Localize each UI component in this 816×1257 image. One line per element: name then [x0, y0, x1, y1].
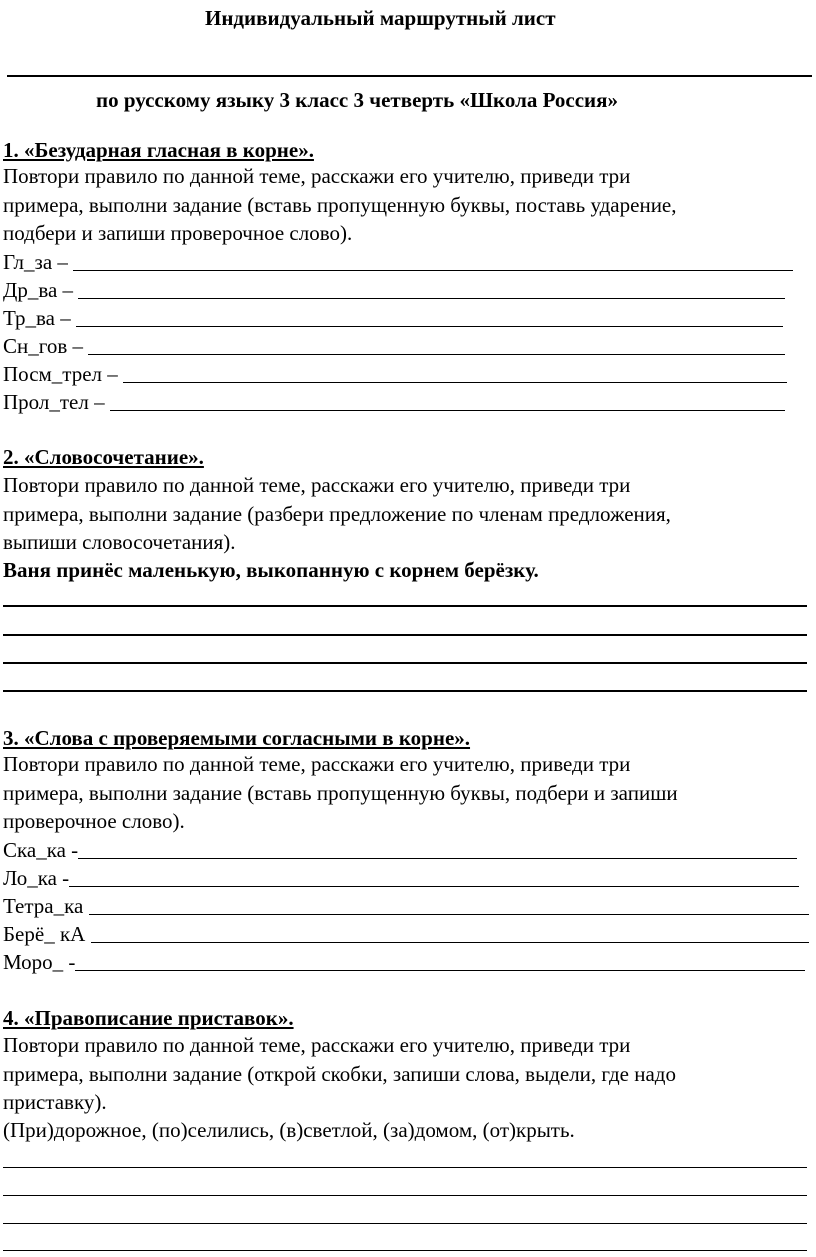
section3-instruction-line3: проверочное слово).: [3, 809, 185, 833]
title-divider: [7, 75, 812, 77]
exercise-row: [3, 894, 809, 918]
document-title: Индивидуальный маршрутный лист: [205, 6, 556, 30]
exercise-word: Ло_ка -: [3, 866, 70, 890]
section2-heading: 2. «Словосочетание».: [3, 445, 204, 469]
section1-heading: 1. «Безударная гласная в корне».: [3, 138, 314, 162]
section1-instruction-line1: Повтори правило по данной теме, расскажи его учителю, приведи три: [3, 164, 631, 188]
section3-instruction-line2: примера, выполни задание (вставь пропущенную буквы, подбери и запиши: [3, 781, 678, 805]
exercise-row: [3, 334, 785, 358]
exercise-row: [3, 362, 787, 386]
exercise-word: Сн_гов –: [3, 334, 89, 358]
exercise-word: Др_ва –: [3, 278, 79, 302]
answer-line[interactable]: [3, 1195, 807, 1196]
answer-line[interactable]: [110, 410, 785, 411]
answer-line[interactable]: [123, 382, 787, 383]
answer-line[interactable]: [73, 270, 793, 271]
section2-instruction-line2: примера, выполни задание (разбери предложение по членам предложения,: [3, 502, 671, 526]
exercise-row: [3, 866, 799, 890]
answer-line[interactable]: [3, 1250, 807, 1251]
section4-instruction-line1: Повтори правило по данной теме, расскажи его учителю, приведи три: [3, 1033, 631, 1057]
section4-words: (При)дорожное, (по)селились, (в)светлой, (за)домом, (от)крыть.: [3, 1118, 575, 1142]
exercise-word: Ска_ка -: [3, 838, 79, 862]
answer-line[interactable]: [3, 605, 807, 607]
section2-instruction-line1: Повтори правило по данной теме, расскажи его учителю, приведи три: [3, 473, 631, 497]
exercise-word: Моро_ -: [3, 950, 76, 974]
exercise-row: [3, 838, 797, 862]
section1-instruction-line2: примера, выполни задание (вставь пропущенную буквы, поставь ударение,: [3, 193, 677, 217]
answer-line[interactable]: [91, 942, 809, 943]
section3-heading: 3. «Слова с проверяемыми согласными в корне».: [3, 726, 471, 750]
answer-line[interactable]: [78, 298, 785, 299]
exercise-row: [3, 950, 805, 974]
answer-line[interactable]: [3, 1167, 807, 1168]
exercise-word: Прол_тел –: [3, 390, 110, 414]
answer-line[interactable]: [3, 634, 807, 636]
section4-heading: 4. «Правописание приставок».: [3, 1006, 294, 1030]
exercise-word: Гл_за –: [3, 250, 74, 274]
section4-instruction-line3: приставку).: [3, 1090, 107, 1114]
answer-line[interactable]: [88, 354, 785, 355]
exercise-word: Тетра_ка: [3, 894, 89, 918]
exercise-row: [3, 278, 785, 302]
exercise-row: [3, 922, 809, 946]
answer-line[interactable]: [69, 886, 799, 887]
exercise-word: Тр_ва –: [3, 306, 76, 330]
exercise-row: [3, 390, 785, 414]
answer-line[interactable]: [78, 858, 797, 859]
exercise-row: [3, 250, 793, 274]
section2-instruction-line3: выпиши словосочетания).: [3, 530, 236, 554]
exercise-row: [3, 306, 783, 330]
section3-instruction-line1: Повтори правило по данной теме, расскажи его учителю, приведи три: [3, 752, 631, 776]
document-subtitle: по русскому языку 3 класс 3 четверть «Школа Россия»: [96, 88, 619, 112]
section2-sentence: Ваня принёс маленькую, выкопанную с корнем берёзку.: [3, 558, 539, 582]
section1-instruction-line3: подбери и запиши проверочное слово).: [3, 221, 353, 245]
answer-line[interactable]: [76, 326, 783, 327]
exercise-word: Берё_ кА: [3, 922, 91, 946]
answer-line[interactable]: [3, 662, 807, 664]
section4-instruction-line2: примера, выполни задание (открой скобки, запиши слова, выдели, где надо: [3, 1062, 676, 1086]
exercise-word: Посм_трел –: [3, 362, 124, 386]
answer-line[interactable]: [89, 914, 809, 915]
answer-line[interactable]: [3, 690, 807, 692]
answer-line[interactable]: [75, 970, 805, 971]
answer-line[interactable]: [3, 1223, 807, 1224]
